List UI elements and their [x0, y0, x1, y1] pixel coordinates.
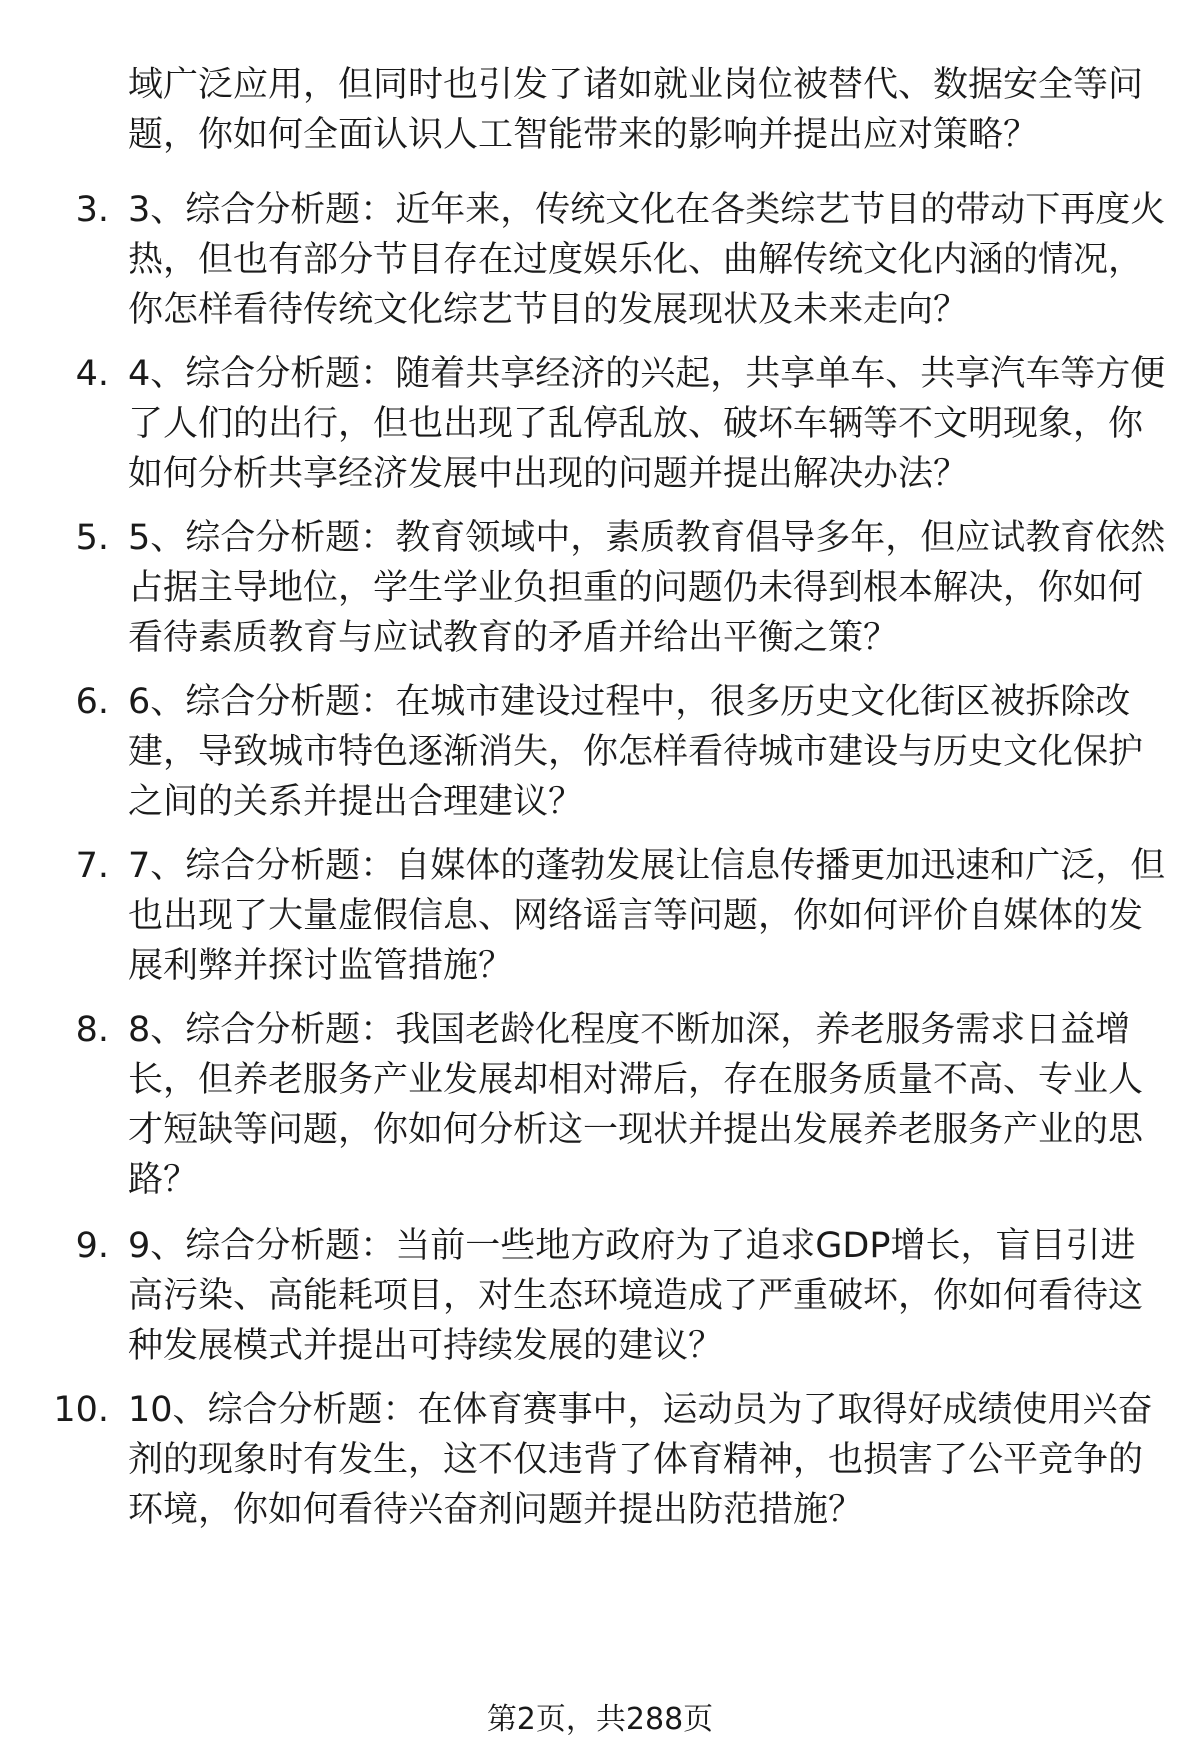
- question-item: [0, 841, 1200, 1005]
- question-text: 4、综合分析题：随着共享经济的兴起，共享单车、共享汽车等方便了人们的出行，但也出现了乱停乱放、破坏车辆等不文明现象，你如何分析共享经济发展中出现的问题并提出解决办法？: [128, 354, 1166, 494]
- question-item: [0, 185, 1200, 349]
- question-number: 5.: [75, 518, 109, 558]
- question-item: [0, 677, 1200, 841]
- question-number: 4.: [75, 354, 109, 394]
- page-number-label: 第2页，共288页: [486, 1702, 714, 1737]
- question-item: [0, 513, 1200, 677]
- question-text: 6、综合分析题：在城市建设过程中，很多历史文化街区被拆除改建，导致城市特色逐渐消失，你怎样看待城市建设与历史文化保护之间的关系并提出合理建议？: [128, 682, 1144, 822]
- question-number: 9.: [75, 1226, 109, 1266]
- continued-question-text: 域广泛应用，但同时也引发了诸如就业岗位被替代、数据安全等问题，你如何全面认识人工智能带来的影响并提出应对策略？: [128, 65, 1144, 155]
- question-number: 7.: [75, 846, 109, 886]
- question-number: 6.: [75, 682, 109, 722]
- question-list: [0, 185, 1200, 1549]
- question-text: 8、综合分析题：我国老龄化程度不断加深，养老服务需求日益增长，但养老服务产业发展却相对滞后，存在服务质量不高、专业人才短缺等问题，你如何分析这一现状并提出发展养老服务产业的思路？: [128, 1010, 1144, 1200]
- question-item: [0, 349, 1200, 513]
- question-text: 9、综合分析题：当前一些地方政府为了追求GDP增长，盲目引进高污染、高能耗项目，对生态环境造成了严重破坏，你如何看待这种发展模式并提出可持续发展的建议？: [128, 1226, 1144, 1366]
- question-item: [0, 1385, 1200, 1549]
- question-item: [0, 1221, 1200, 1385]
- question-number: 3.: [75, 190, 109, 230]
- question-number: 8.: [75, 1010, 109, 1050]
- question-number: 10.: [53, 1390, 109, 1430]
- page-footer: [0, 1700, 1200, 1740]
- question-text: 10、综合分析题：在体育赛事中，运动员为了取得好成绩使用兴奋剂的现象时有发生，这不仅违背了体育精神，也损害了公平竞争的环境，你如何看待兴奋剂问题并提出防范措施？: [128, 1390, 1153, 1530]
- question-text: 7、综合分析题：自媒体的蓬勃发展让信息传播更加迅速和广泛，但也出现了大量虚假信息、网络谣言等问题，你如何评价自媒体的发展利弊并探讨监管措施？: [128, 846, 1166, 986]
- question-text: 3、综合分析题：近年来，传统文化在各类综艺节目的带动下再度火热，但也有部分节目存在过度娱乐化、曲解传统文化内涵的情况，你怎样看待传统文化综艺节目的发展现状及未来走向？: [128, 190, 1166, 330]
- question-text: 5、综合分析题：教育领域中，素质教育倡导多年，但应试教育依然占据主导地位，学生学业负担重的问题仍未得到根本解决，你如何看待素质教育与应试教育的矛盾并给出平衡之策？: [128, 518, 1166, 658]
- question-item: [0, 1005, 1200, 1221]
